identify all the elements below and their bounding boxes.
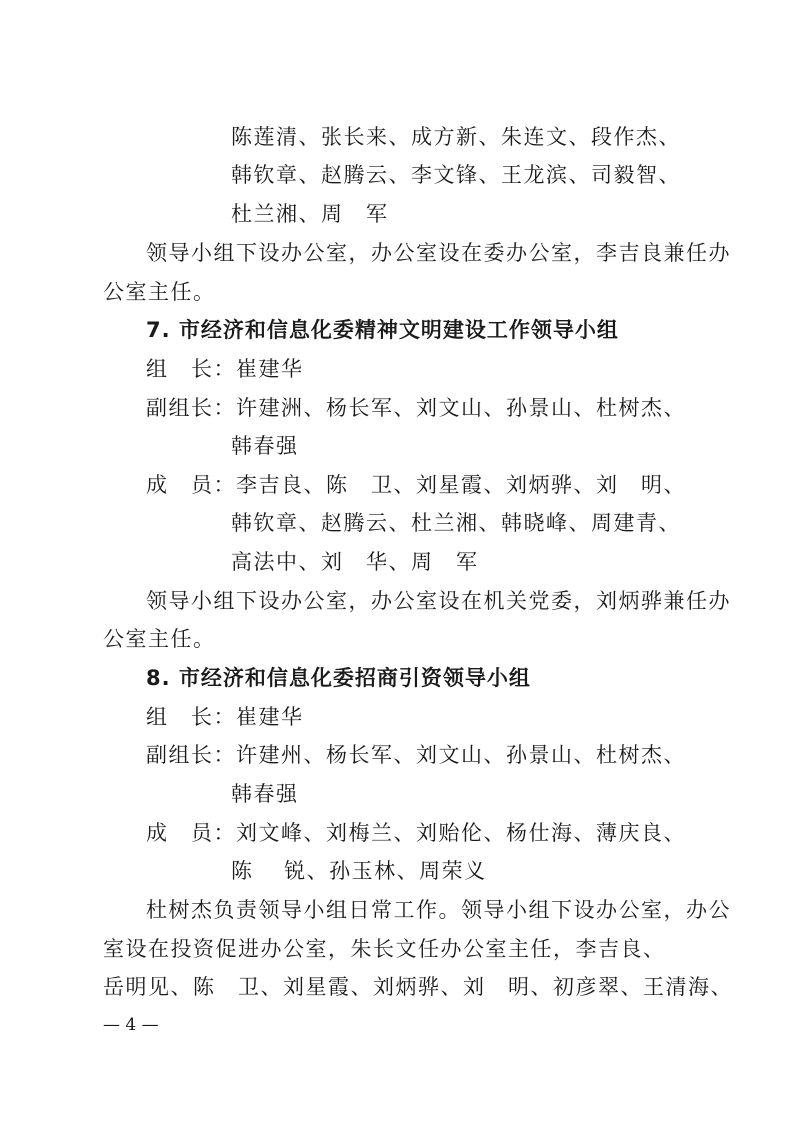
group7-title: 7. 市经济和信息化委精神文明建设工作领导小组: [146, 318, 619, 342]
group8-office-line-2: 室设在投资促进办公室，朱长文任办公室主任，李吉良、: [103, 937, 666, 961]
group6-members-line-3: 杜兰湘、周 军: [231, 202, 389, 226]
group8-leader: 组 长：崔建华: [146, 705, 304, 729]
group6-members-line-1: 陈莲清、张长来、成方新、朱连文、段作杰、: [231, 125, 681, 149]
group6-office-line-2: 公室主任。: [103, 280, 216, 304]
group7-office-line-1: 领导小组下设办公室，办公室设在机关党委，刘炳骅兼任办: [146, 589, 731, 613]
group8-deputy-line-1: 副组长：许建州、杨长军、刘文山、孙景山、杜树杰、: [146, 743, 686, 767]
page-number: — 4 —: [103, 1015, 159, 1035]
group6-members-line-2: 韩钦章、赵腾云、李文锋、王龙滨、司毅智、: [231, 163, 681, 187]
group8-title: 8. 市经济和信息化委招商引资领导小组: [146, 666, 531, 690]
group8-members-line-2: 陈 锐、孙玉林、周荣义: [231, 859, 487, 883]
group7-members-line-3: 高法中、刘 华、周 军: [231, 550, 479, 574]
group8-office-line-1: 杜树杰负责领导小组日常工作。领导小组下设办公室，办公: [146, 898, 731, 922]
group7-members-line-2: 韩钦章、赵腾云、杜兰湘、韩晓峰、周建青、: [231, 511, 681, 535]
group8-office-line-3: 岳明见、陈 卫、刘星霞、刘炳骅、刘 明、初彦翠、王清海、: [103, 975, 733, 999]
group8-deputy-line-2: 韩春强: [231, 782, 299, 806]
group7-deputy-line-2: 韩春强: [231, 434, 299, 458]
group7-members-line-1: 成 员：李吉良、陈 卫、刘星霞、刘炳骅、刘 明、: [146, 473, 686, 497]
group7-office-line-2: 公室主任。: [103, 627, 216, 651]
group7-leader: 组 长：崔建华: [146, 357, 304, 381]
group6-office-line-1: 领导小组下设办公室，办公室设在委办公室，李吉良兼任办: [146, 241, 731, 265]
group8-members-line-1: 成 员：刘文峰、刘梅兰、刘贻伦、杨仕海、薄庆良、: [146, 821, 686, 845]
group7-deputy-line-1: 副组长：许建洲、杨长军、刘文山、孙景山、杜树杰、: [146, 396, 686, 420]
